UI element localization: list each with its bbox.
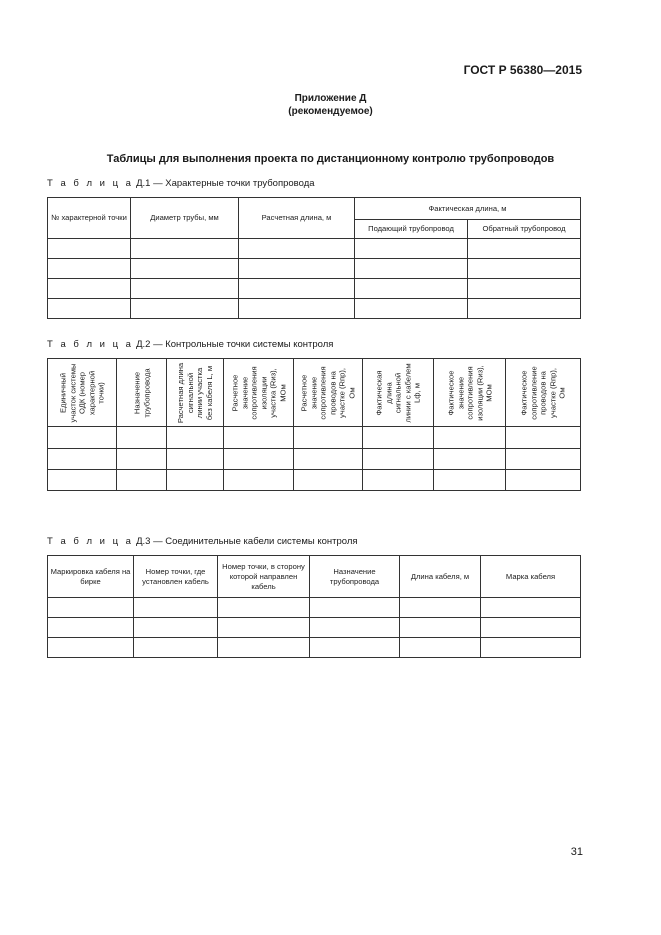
standard-number: ГОСТ Р 56380—2015 <box>463 63 582 77</box>
table-cell <box>131 299 239 319</box>
appendix-note: (рекомендуемое) <box>288 106 373 117</box>
table-cell <box>239 239 355 259</box>
table1-caption-prefix: Т а б л и ц а <box>47 178 134 189</box>
table-cell <box>310 598 400 618</box>
table-cell <box>218 598 310 618</box>
table-row <box>48 427 581 449</box>
header-calc-wire-resistance: Расчетное значение сопротивления проводов на участке (Rпр), Ом <box>294 359 363 427</box>
header-actual-wire-resistance: Фактическое сопротивление проводов на участке (Rпр), Ом <box>506 359 581 427</box>
table-cell <box>131 279 239 299</box>
table-cell <box>134 638 218 658</box>
table-cell <box>131 239 239 259</box>
table1-caption-text: Д.1 — Характерные точки трубопровода <box>136 178 315 189</box>
table3-caption <box>47 536 358 547</box>
table-row <box>48 239 581 259</box>
header-actual-signal-length: Фактическая длина сигнальной линии с кабелем Lф, м <box>363 359 434 427</box>
table2-caption <box>47 339 333 350</box>
table-d2 <box>47 358 581 491</box>
table-cell <box>218 618 310 638</box>
table-cell <box>294 449 363 470</box>
header-install-point: Номер точки, где установлен кабель <box>134 556 218 598</box>
table-row <box>48 618 581 638</box>
table-cell <box>481 618 581 638</box>
table-cell <box>481 638 581 658</box>
header-actual-length: Фактическая длина, м <box>355 198 581 220</box>
table-cell <box>294 470 363 491</box>
header-od-section: Единичный участок системы ОДК (номер характерной точки) <box>48 359 117 427</box>
header-pipeline-purpose: Назначение трубопровода <box>117 359 167 427</box>
table-cell <box>468 259 581 279</box>
header-diameter: Диаметр трубы, мм <box>131 198 239 239</box>
main-title: Таблицы для выполнения проекта по дистанционному контролю трубопроводов <box>106 153 555 165</box>
table-cell <box>117 427 167 449</box>
header-cable-brand: Марка кабеля <box>481 556 581 598</box>
table-cell <box>48 427 117 449</box>
table3-caption-prefix: Т а б л и ц а <box>47 536 134 547</box>
appendix-title: Приложение Д <box>294 93 367 104</box>
header-actual-insulation-resistance: Фактическое значение сопротивления изоляции (Rиз), МОм <box>434 359 506 427</box>
table-cell <box>239 299 355 319</box>
header-point: № характерной точки <box>48 198 131 239</box>
header-direction-point: Номер точки, в сторону которой направлен кабель <box>218 556 310 598</box>
table-cell <box>468 279 581 299</box>
table-row <box>48 470 581 491</box>
table-cell <box>506 470 581 491</box>
table-cell <box>48 259 131 279</box>
table-cell <box>218 638 310 658</box>
table-cell <box>167 449 224 470</box>
table-d3 <box>47 555 581 658</box>
table2-caption-prefix: Т а б л и ц а <box>47 339 134 350</box>
table-cell <box>134 598 218 618</box>
table-cell <box>506 427 581 449</box>
table-cell <box>48 470 117 491</box>
appendix-heading <box>0 92 661 118</box>
table-row <box>48 638 581 658</box>
table-row <box>48 598 581 618</box>
table3-caption-text: Д.3 — Соединительные кабели системы контроля <box>136 536 358 547</box>
table-row <box>48 259 581 279</box>
table-cell <box>468 299 581 319</box>
table-cell <box>48 598 134 618</box>
table-cell <box>239 259 355 279</box>
table-cell <box>48 279 131 299</box>
table-cell <box>48 638 134 658</box>
table-cell <box>134 618 218 638</box>
table-cell <box>355 259 468 279</box>
table-cell <box>363 470 434 491</box>
table-cell <box>355 279 468 299</box>
table-cell <box>506 449 581 470</box>
table-cell <box>355 239 468 259</box>
table-cell <box>468 239 581 259</box>
table-cell <box>363 449 434 470</box>
table-cell <box>310 618 400 638</box>
table-cell <box>48 618 134 638</box>
table-cell <box>224 470 294 491</box>
table-cell <box>117 470 167 491</box>
header-cable-length: Длина кабеля, м <box>400 556 481 598</box>
table-cell <box>224 449 294 470</box>
table-cell <box>294 427 363 449</box>
table-d1 <box>47 197 581 319</box>
table-cell <box>355 299 468 319</box>
table-cell <box>363 427 434 449</box>
table-cell <box>434 470 506 491</box>
table-cell <box>310 638 400 658</box>
table2-caption-text: Д.2 — Контрольные точки системы контроля <box>136 339 334 350</box>
table-cell <box>434 427 506 449</box>
table-cell <box>434 449 506 470</box>
header-pipeline-purpose: Назначение трубопровода <box>310 556 400 598</box>
table-cell <box>239 279 355 299</box>
table-cell <box>167 427 224 449</box>
header-calc-length: Расчетная длина, м <box>239 198 355 239</box>
page-number: 31 <box>570 846 583 858</box>
table-cell <box>167 470 224 491</box>
table-cell <box>48 239 131 259</box>
header-supply: Подающий трубопровод <box>355 220 468 239</box>
table-cell <box>400 618 481 638</box>
table-cell <box>224 427 294 449</box>
table-cell <box>48 299 131 319</box>
table-cell <box>48 449 117 470</box>
table-row <box>48 449 581 470</box>
table-cell <box>131 259 239 279</box>
header-calc-signal-length: Расчетная длина сигнальной линии участка без кабеля L, м <box>167 359 224 427</box>
table-row <box>48 299 581 319</box>
table-cell <box>400 638 481 658</box>
header-cable-marking: Маркировка кабеля на бирке <box>48 556 134 598</box>
table-cell <box>400 598 481 618</box>
header-return: Обратный трубопровод <box>468 220 581 239</box>
table-cell <box>481 598 581 618</box>
table1-caption <box>47 178 315 189</box>
table-row <box>48 279 581 299</box>
table-cell <box>117 449 167 470</box>
header-calc-insulation-resistance: Расчетное значение сопротивления изоляции участка (Rиз), МОм <box>224 359 294 427</box>
